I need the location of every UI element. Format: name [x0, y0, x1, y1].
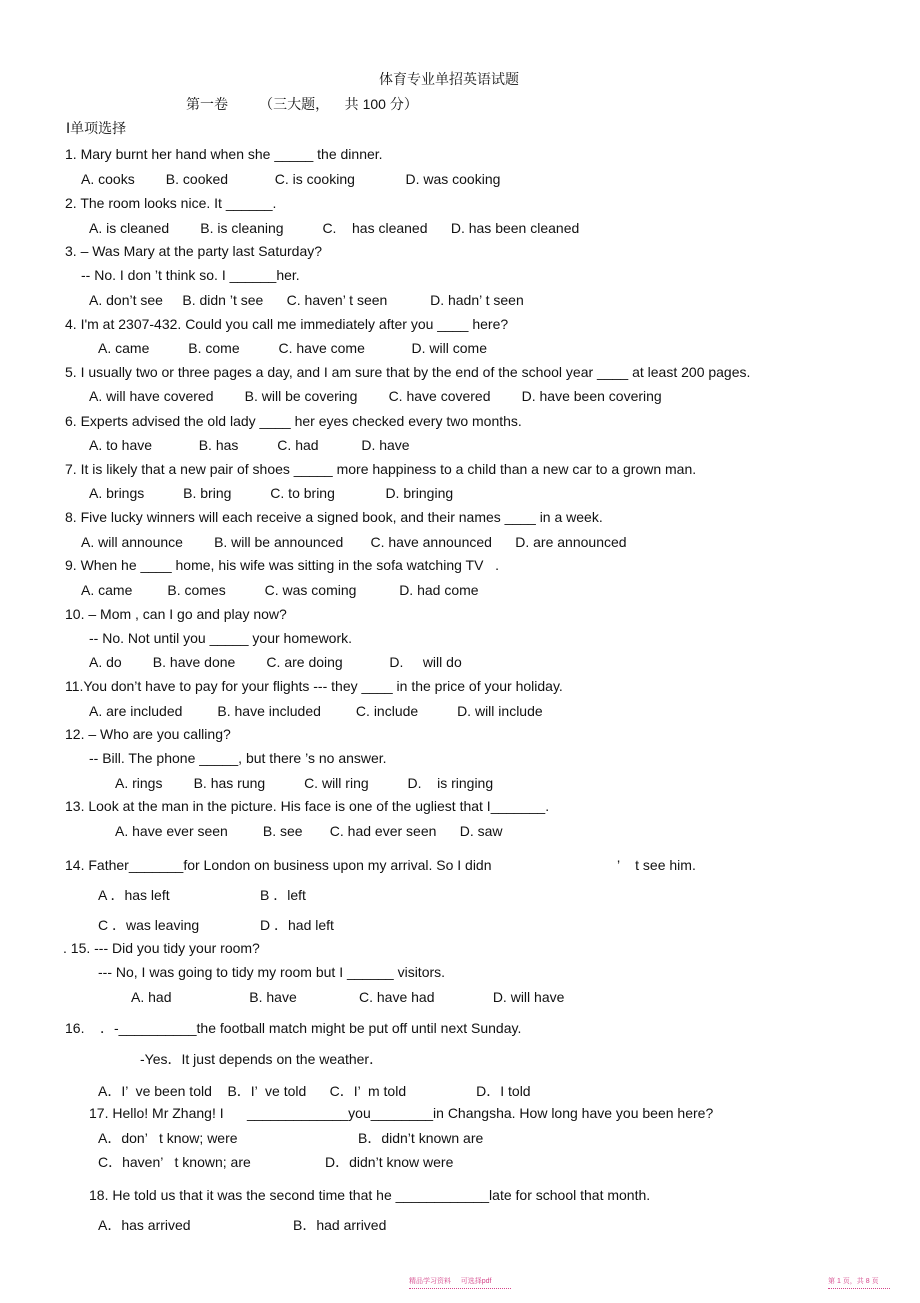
question-stem: 17. Hello! Mr Zhang! I _____________you________in Changsha. How long have you been here? [89, 1105, 714, 1121]
answer-option: C．haven’ t known; are [98, 1154, 251, 1170]
question-stem: . 15. --- Did you tidy your room? [63, 940, 260, 956]
answer-options: A. came B. comes C. was coming D. had come [81, 582, 479, 598]
answer-option: A ．has left [98, 887, 170, 903]
answer-options: A. brings B. bring C. to bring D. bringing [89, 485, 454, 501]
answer-options: A. rings B. has rung C. will ring D. is ringing [115, 775, 494, 791]
question-stem: 14. Father_______for London on business upon my arrival. So I didn [65, 857, 492, 873]
footer-dotted-rule [409, 1288, 511, 1291]
question-stem: 7. It is likely that a new pair of shoes _____ more happiness to a child than a new car to a grown man. [65, 461, 697, 477]
question-stem: 9. When he ____ home, his wife was sitting in the sofa watching TV . [65, 557, 499, 573]
dialogue-line: -- No. Not until you _____ your homework. [89, 630, 353, 646]
answer-option: B ．left [260, 887, 306, 903]
question-stem: 13. Look at the man in the picture. His face is one of the ugliest that I_______. [65, 798, 550, 814]
footer-watermark: 精品学习资料 可选择pdf [409, 1278, 492, 1285]
volume-heading: 第一卷 （三大题， 共 100 分） [186, 96, 418, 112]
question-stem: 4. I'm at 2307-432. Could you call me immediately after you ____ here? [65, 316, 509, 332]
question-stem: 6. Experts advised the old lady ____ her eyes checked every two months. [65, 413, 522, 429]
question-stem-continuation: ’ t see him. [617, 857, 696, 873]
dialogue-line: -- Bill. The phone _____, but there ’s no answer. [89, 750, 387, 766]
answer-options: A. is cleaned B. is cleaning C. has cleaned D. has been cleaned [89, 220, 580, 236]
question-stem: 8. Five lucky winners will each receive a signed book, and their names ____ in a week. [65, 509, 603, 525]
footer-dotted-rule [828, 1288, 890, 1291]
answer-option: C ．was leaving [98, 917, 200, 933]
dialogue-line: -Yes．It just depends on the weather． [140, 1051, 384, 1067]
dialogue-line: --- No, I was going to tidy my room but I ______ visitors. [98, 964, 446, 980]
question-stem: 2. The room looks nice. It ______. [65, 195, 277, 211]
answer-options: A. to have B. has C. had D. have [89, 437, 410, 453]
answer-option: D ．had left [260, 917, 334, 933]
question-stem: 11.You don’t have to pay for your flights --- they ____ in the price of your holiday. [65, 678, 563, 694]
answer-option: A．don’ t know; were [98, 1130, 238, 1146]
answer-options: A. have ever seen B. see C. had ever seen D. saw [115, 823, 503, 839]
question-stem: 1. Mary burnt her hand when she _____ the dinner. [65, 146, 383, 162]
page-title: 体育专业单招英语试题 [379, 71, 519, 87]
question-stem: 5. I usually two or three pages a day, and I am sure that by the end of the school year ____ at least 200 pages. [65, 364, 751, 380]
answer-option: D．didn’t know were [325, 1154, 454, 1170]
question-stem: 10. – Mom , can I go and play now? [65, 606, 287, 622]
answer-options: A. don’t see B. didn ’t see C. haven’ t seen D. hadn’ t seen [89, 292, 524, 308]
answer-options: A. cooks B. cooked C. is cooking D. was cooking [81, 171, 501, 187]
answer-options: A. had B. have C. have had D. will have [131, 989, 565, 1005]
answer-options: A. do B. have done C. are doing D. will do [89, 654, 462, 670]
dialogue-line: -- No. I don ’t think so. I ______her. [81, 267, 300, 283]
question-stem: 12. – Who are you calling? [65, 726, 231, 742]
answer-option: B．had arrived [293, 1217, 387, 1233]
question-stem: 18. He told us that it was the second time that he ____________late for school that month. [89, 1187, 651, 1203]
answer-options: A. came B. come C. have come D. will come [98, 340, 487, 356]
answer-option: A．has arrived [98, 1217, 191, 1233]
page-number: 第 1 页，共 8 页 [828, 1278, 879, 1285]
answer-options: A. are included B. have included C. include D. will include [89, 703, 543, 719]
question-stem: 3. – Was Mary at the party last Saturday? [65, 243, 323, 259]
answer-option: B．didn’t known are [358, 1130, 484, 1146]
section-heading: Ⅰ单项选择 [66, 120, 127, 136]
question-stem: 16. ．-__________the football match might be put off until next Sunday. [65, 1020, 522, 1036]
answer-options: A. will have covered B. will be covering C. have covered D. have been covering [89, 388, 662, 404]
answer-options: A．I’ ve been told B．I’ ve told C．I’ m told D．I told [98, 1083, 531, 1099]
answer-options: A. will announce B. will be announced C. have announced D. are announced [81, 534, 627, 550]
